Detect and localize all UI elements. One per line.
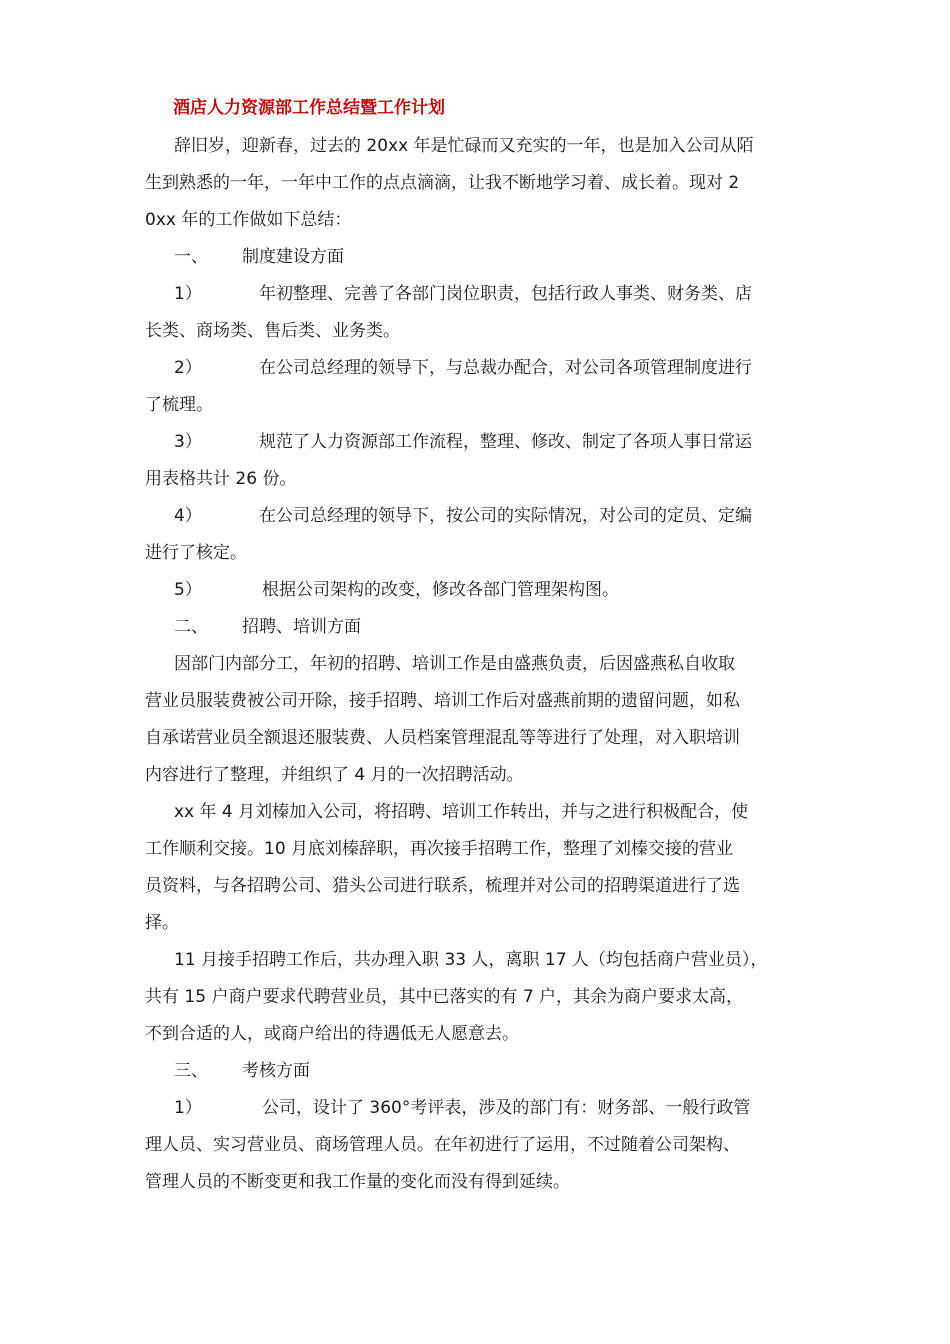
paragraph [145,646,809,794]
text-line [145,276,809,313]
paragraph [145,794,809,942]
list-item [145,424,809,498]
text-line: 进行了核定。 [145,543,247,563]
list-item [145,276,809,350]
text-line: 0xx 年的工作做如下总结： [145,210,352,230]
text-line: 11 月接手招聘工作后，共办理入职 33 人，离职 17 人（均包括商户营业员）， [174,950,768,970]
text-line: 工作顺利交接。10 月底刘榛辞职，再次接手招聘工作，整理了刘榛交接的营业 [145,839,734,859]
text-line: 营业员服装费被公司开除，接手招聘、培训工作后对盛燕前期的遗留问题，如私 [145,691,740,711]
list-item [145,1090,809,1201]
text-line [145,424,809,461]
text-line [145,350,809,387]
item-text: 在公司总经理的领导下，按公司的实际情况，对公司的定员、定编 [259,506,752,526]
text-line: 辞旧岁，迎新春，过去的 20xx 年是忙碌而又充实的一年，也是加入公司从陌 [174,136,754,156]
section-heading [145,609,809,646]
text-line: 自承诺营业员全额退还服装费、人员档案管理混乱等等进行了处理，对入职培训 [145,728,740,748]
item-text: 根据公司架构的改变，修改各部门管理架构图。 [262,580,619,600]
section-number: 二、 [174,617,208,637]
document-body [145,128,809,1201]
section-number: 一、 [174,247,208,267]
text-line: 不到合适的人，或商户给出的待遇低无人愿意去。 [145,1024,519,1044]
text-line: 用表格共计 26 份。 [145,469,297,489]
text-line: xx 年 4 月刘榛加入公司，将招聘、培训工作转出，并与之进行积极配合，使 [174,802,749,822]
intro-paragraph [145,128,809,239]
text-line: 内容进行了整理，并组织了 4 月的一次招聘活动。 [145,765,524,785]
text-line: 因部门内部分工，年初的招聘、培训工作是由盛燕负责，后因盛燕私自收取 [174,654,735,674]
list-item [145,350,809,424]
section-title: 招聘、培训方面 [242,617,361,637]
text-line: 理人员、实习营业员、商场管理人员。在年初进行了运用，不过随着公司架构、 [145,1135,740,1155]
item-text: 在公司总经理的领导下，与总裁办配合，对公司各项管理制度进行 [259,358,752,378]
text-line: 共有 15 户商户要求代聘营业员，其中已落实的有 7 户，其余为商户要求太高， [145,987,744,1007]
item-number: 5） [174,580,202,600]
paragraph [145,942,809,1053]
text-line: 员资料，与各招聘公司、猎头公司进行联系，梳理并对公司的招聘渠道进行了选 [145,876,740,896]
section-title: 制度建设方面 [242,247,344,267]
item-number: 3） [174,432,202,452]
text-line: 生到熟悉的一年，一年中工作的点点滴滴，让我不断地学习着、成长着。现对 2 [145,173,740,193]
text-line: 长类、商场类、售后类、业务类。 [145,321,400,341]
section-heading [145,1053,809,1090]
section-number: 三、 [174,1061,208,1081]
item-text: 规范了人力资源部工作流程，整理、修改、制定了各项人事日常运 [259,432,752,452]
section-title: 考核方面 [242,1061,310,1081]
text-line [145,1090,809,1127]
item-number: 1） [174,284,202,304]
item-number: 1） [174,1098,202,1118]
document-title: 酒店人力资源部工作总结暨工作计划 [173,98,445,118]
item-text: 公司，设计了 360°考评表，涉及的部门有：财务部、一般行政管 [262,1098,751,1118]
section-heading [145,239,809,276]
text-line: 了梳理。 [145,395,213,415]
text-line: 择。 [145,913,179,933]
list-item [145,572,809,609]
item-number: 2） [174,358,202,378]
text-line [145,498,809,535]
item-text: 年初整理、完善了各部门岗位职责，包括行政人事类、财务类、店 [259,284,752,304]
text-line: 管理人员的不断变更和我工作量的变化而没有得到延续。 [145,1172,570,1192]
text-line [145,572,809,609]
list-item [145,498,809,572]
item-number: 4） [174,506,202,526]
